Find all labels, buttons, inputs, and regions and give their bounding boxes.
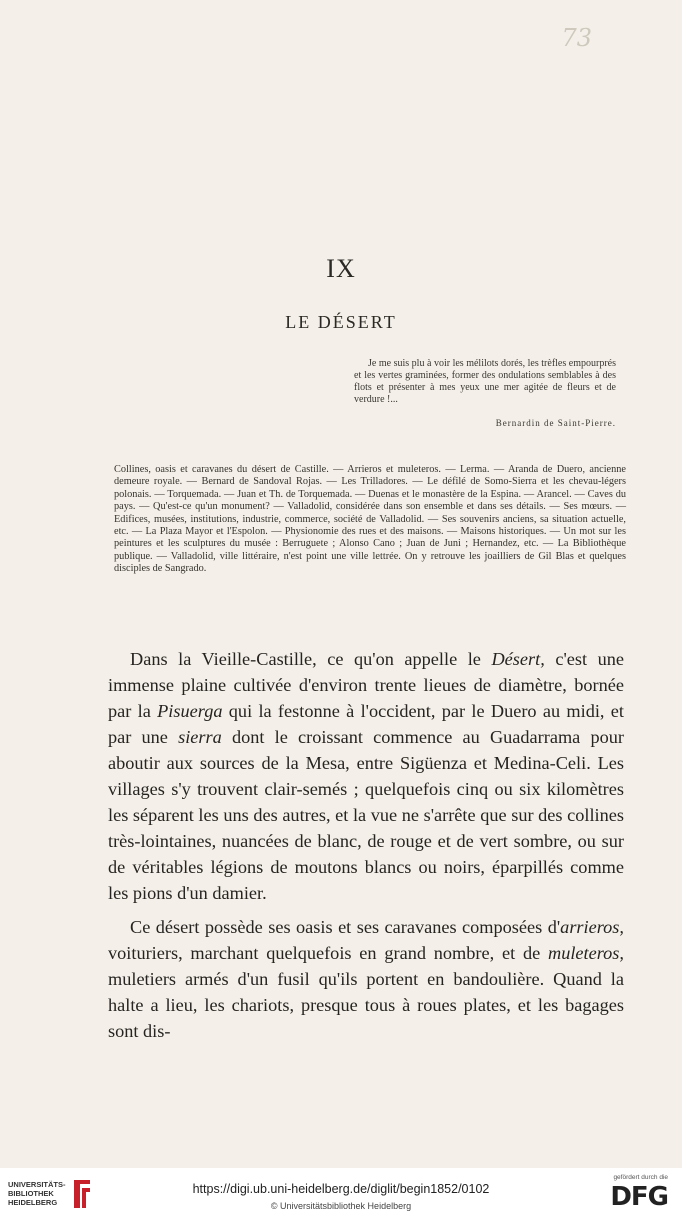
body-text	[108, 646, 624, 1044]
logo-line: BIBLIOTHEK	[8, 1189, 54, 1198]
italic-term: muleteros,	[548, 943, 624, 963]
text-run: c'est une immense plaine cultivée d'environ trente lieues de diamètre, bornée par la	[108, 649, 624, 721]
text-run: Ce désert possède ses oasis et ses caravanes composées d'	[130, 917, 561, 937]
text-run: Dans la Vieille-Castille, ce qu'on appelle le	[130, 649, 492, 669]
logo-line: HEIDELBERG	[8, 1198, 58, 1207]
chapter-title: LE DÉSERT	[285, 312, 397, 332]
dfg-logo[interactable]: DFG	[610, 1182, 668, 1212]
funding-label: gefördert durch die	[613, 1174, 668, 1181]
italic-term: arrieros,	[560, 917, 624, 937]
chapter-summary: Collines, oasis et caravanes du désert de Castille. — Arrieros et muleteros. — Lerma. — Aranda de Duero, ancienne demeure royale. — Bernard de Sandoval Rojas. — Les Trilladores. — Le défilé de Somo-Sierra et les chevau-légers polonais. — Torquemada. — Juan et Th. de Torquemada. — Duenas et le monastère de la Espina. — Arancel. — Caves du pays. — Qu'est-ce qu'un monument? — Valladolid, considérée dans son ensemble et dans ses détails. — Ses mœurs. — Edifices, musées, institutions, industrie, commerce, société de Valladolid. — Ses souvenirs anciens, sa situation actuelle, etc. — La Plaza Mayor et l'Espolon. — Physionomie des rues et des maisons. — Maisons historiques. — Un mot sur les peintures et les sculptures du musée : Berruguete ; Alonso Cano ; Juan de Juni ; Hernandez, etc. — La Bibliothèque publique. — Valladolid, ville littéraire, n'est point une ville lettrée. On y retrouve les joailliers de Gil Blas et quelques disciples de Sangrado.	[114, 464, 626, 575]
logo-line: UNIVERSITÄTS-	[8, 1180, 66, 1189]
paragraph-1	[108, 646, 624, 906]
italic-term: Pisuerga	[157, 701, 223, 721]
italic-term: sierra	[178, 727, 222, 747]
viewer-footer	[0, 1168, 682, 1219]
italic-term: Désert,	[491, 649, 545, 669]
copyright-notice: © Universitätsbibliothek Heidelberg	[270, 1201, 412, 1211]
text-run: muletiers armés d'un fusil qu'ils portent en bandoulière. Quand la halte a lieu, les chariots, presque tous à roues plates, et les bagages sont dis-	[108, 969, 624, 1041]
epigraph-author: Bernardin de Saint-Pierre.	[495, 418, 616, 428]
permalink-url[interactable]: https://digi.ub.uni-heidelberg.de/diglit/begin1852/0102	[192, 1182, 490, 1196]
text-run: dont le croissant commence au Guadarrama pour aboutir aux sources de la Mesa, entre Sigüenza et Medina-Celi. Les villages s'y trouvent clair-semés ; quelquefois cinq ou six kilomètres les séparent les uns des autres, et la vue ne s'arrête que sur des collines très-lointaines, nuancées de blanc, de rouge et de vert sombre, ou sur de véritables légions de moutons blancs ou noirs, éparpillés comme les pions d'un damier.	[108, 727, 624, 903]
text-run: voituriers, marchant quelquefois en grand nombre, et de	[108, 943, 548, 963]
text-run: qui la festonne à l'occident, par le Duero au midi, et par une	[108, 701, 624, 747]
bleed-through-page-number: 73	[561, 24, 592, 52]
chapter-number: IX	[326, 254, 356, 283]
epigraph-text: Je me suis plu à voir les mélilots dorés, les trèfles empourprés et les vertes graminées, former des ondulations semblables à des flots et présenter à mes yeux une mer agitée de fleurs et de verdure !...	[354, 358, 616, 405]
paragraph-2	[108, 914, 624, 1044]
